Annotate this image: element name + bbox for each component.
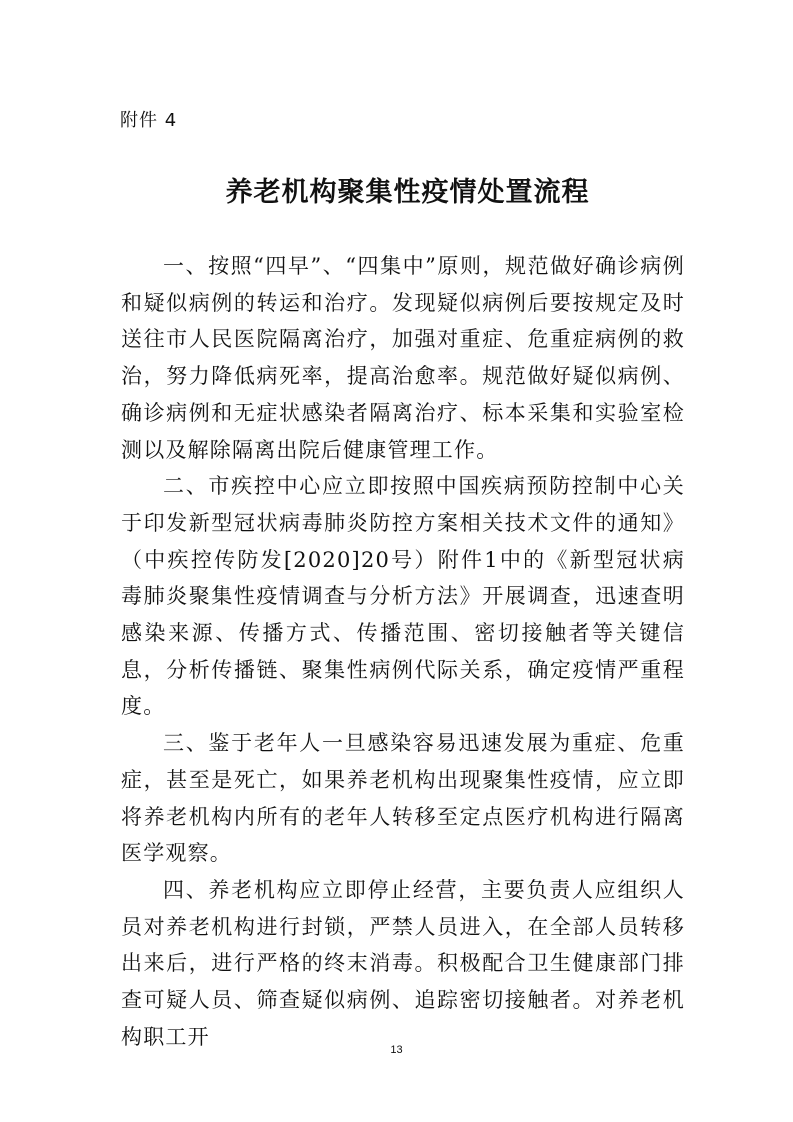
document-title: 养老机构聚集性疫情处置流程 xyxy=(225,177,590,208)
paragraph-2: 二、市疾控中心应立即按照中国疾病预防控制中心关于印发新型冠状病毒肺炎防控方案相关技术文件的通知》（中疾控传防发[2020]20号）附件1中的《新型冠状病毒肺炎聚集性疫情调查与分析方法》开展调查，迅速查明感染来源、传播方式、传播范围、密切接触者等关键信息，分析传播链、聚集性病例代际关系，确定疫情严重程度。 xyxy=(121,474,685,719)
document-body xyxy=(121,248,685,1055)
paragraph-4: 四、养老机构应立即停止经营，主要负责人应组织人员对养老机构进行封锁，严禁人员进入，在全部人员转移出来后，进行严格的终末消毒。积极配合卫生健康部门排查可疑人员、筛查疑似病例、追踪密切接触者。对养老机构职工开 xyxy=(121,877,685,1049)
paragraph-3: 三、鉴于老年人一旦感染容易迅速发展为重症、危重症，甚至是死亡，如果养老机构出现聚集性疫情，应立即将养老机构内所有的老年人转移至定点医疗机构进行隔离医学观察。 xyxy=(121,731,685,866)
page-number: 13 xyxy=(390,1044,403,1056)
paragraph-1: 一、按照“四早”、“四集中”原则，规范做好确诊病例和疑似病例的转运和治疗。发现疑似病例后要按规定及时送往市人民医院隔离治疗，加强对重症、危重症病例的救治，努力降低病死率，提高治愈率。规范做好疑似病例、确诊病例和无症状感染者隔离治疗、标本采集和实验室检测以及解除隔离出院后健康管理工作。 xyxy=(121,254,685,462)
attachment-label: 附件 4 xyxy=(120,110,178,131)
